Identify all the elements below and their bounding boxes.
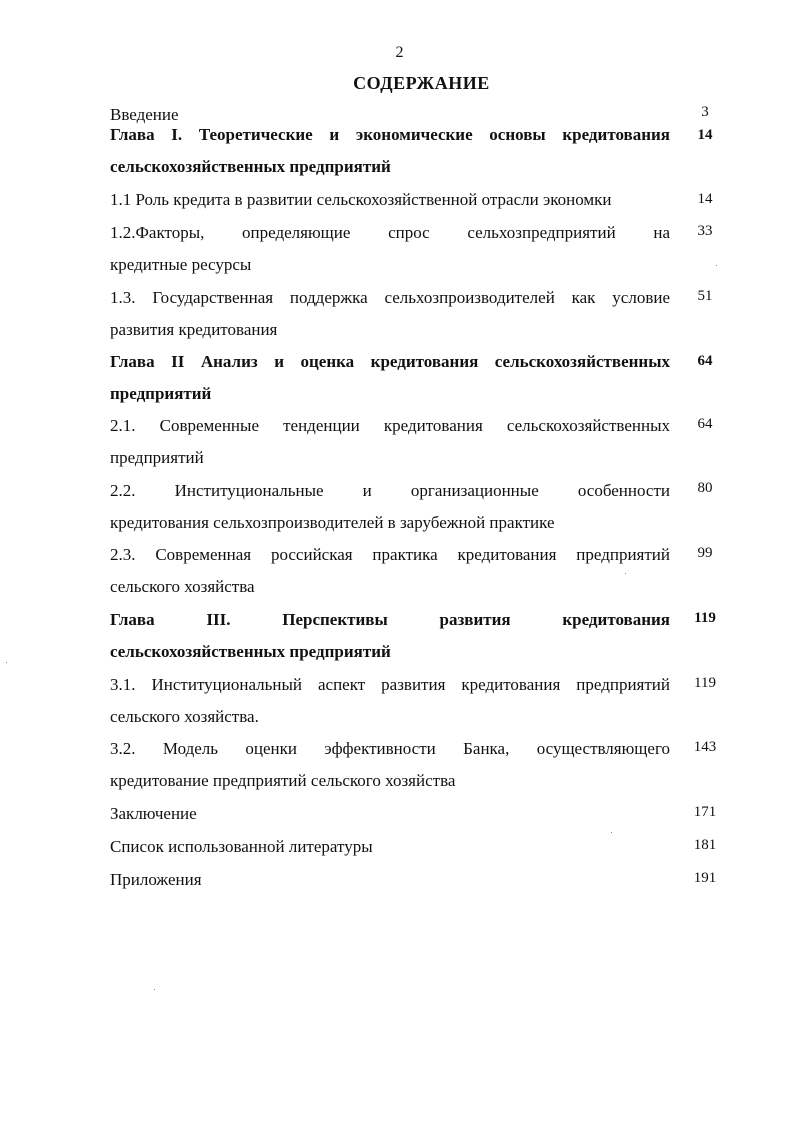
toc-entry-chapter-1[interactable] <box>110 119 670 183</box>
toc-entry-page: 80 <box>697 480 713 496</box>
toc-entry-3-2[interactable] <box>110 733 670 797</box>
scan-speck <box>625 573 626 574</box>
toc-entry-appendices[interactable] <box>110 864 670 896</box>
toc-entry-chapter-3[interactable] <box>110 604 670 668</box>
toc-entry-text: развития кредитования <box>110 320 278 339</box>
toc-entry-text: Глава II Анализ и оценка кредитования сельскохозяйственных <box>110 352 670 371</box>
scan-speck <box>154 989 155 990</box>
toc-entry-page: 3 <box>701 104 709 120</box>
toc-entry-text: кредитные ресурсы <box>110 255 252 274</box>
toc-entry-2-3[interactable] <box>110 539 670 603</box>
toc-entry-page: 14 <box>697 127 713 143</box>
toc-entry-text: 3.2. Модель оценки эффективности Банка, осуществляющего <box>110 739 670 758</box>
toc-entry-1-2[interactable] <box>110 217 670 281</box>
scan-speck <box>611 832 612 833</box>
scan-speck <box>6 662 7 663</box>
toc-entry-page: 143 <box>693 739 717 755</box>
toc-entry-page: 64 <box>697 353 713 369</box>
toc-title: СОДЕРЖАНИЕ <box>353 73 490 93</box>
toc-entry-3-1[interactable] <box>110 669 670 733</box>
scan-speck <box>716 265 717 266</box>
toc-entry-text: Введение <box>110 105 179 124</box>
toc-entry-2-2[interactable] <box>110 475 670 539</box>
toc-entry-chapter-2[interactable] <box>110 346 670 410</box>
toc-entry-2-1[interactable] <box>110 410 670 474</box>
toc-entry-page: 191 <box>693 870 717 886</box>
toc-entry-text: 2.3. Современная российская практика кредитования предприятий <box>110 545 670 564</box>
toc-entry-page: 119 <box>694 675 716 691</box>
toc-entry-text: кредитования сельхозпроизводителей в зарубежной практике <box>110 513 555 532</box>
toc-entry-1-1[interactable] <box>110 184 670 216</box>
toc-entry-text: Глава III. Перспективы развития кредитования <box>110 610 670 629</box>
toc-entry-text: предприятий <box>110 448 204 467</box>
toc-entry-text: сельскохозяйственных предприятий <box>110 157 391 176</box>
toc-entry-text: сельского хозяйства <box>110 577 255 596</box>
toc-entry-text: 2.2. Институциональные и организационные особенности <box>110 481 670 500</box>
toc-entry-text: Список использованной литературы <box>110 837 373 856</box>
toc-entry-page: 181 <box>693 837 717 853</box>
toc-entry-1-3[interactable] <box>110 282 670 346</box>
toc-entry-page: 99 <box>697 545 713 561</box>
page-number: 2 <box>395 44 404 61</box>
toc-entry-text: 2.1. Современные тенденции кредитования сельскохозяйственных <box>110 416 670 435</box>
toc-entry-page: 14 <box>697 191 713 207</box>
toc-entry-page: 33 <box>697 223 713 239</box>
toc-entry-bibliography[interactable] <box>110 831 670 863</box>
toc-entry-text: 1.2.Факторы, определяющие спрос сельхозпредприятий на <box>110 223 670 242</box>
toc-entry-text: 3.1. Институциональный аспект развития кредитования предприятий <box>110 675 670 694</box>
toc-entry-text: Заключение <box>110 804 197 823</box>
toc-entry-page: 119 <box>694 610 716 626</box>
toc-entry-text: 1.1 Роль кредита в развитии сельскохозяйственной отрасли экономки <box>110 190 612 209</box>
toc-entry-text: сельскохозяйственных предприятий <box>110 642 391 661</box>
toc-entry-text: Приложения <box>110 870 202 889</box>
toc-entry-page: 51 <box>697 288 713 304</box>
toc-entry-text: сельского хозяйства. <box>110 707 259 726</box>
toc-entry-text: предприятий <box>110 384 212 403</box>
toc-entry-text: кредитование предприятий сельского хозяйства <box>110 771 456 790</box>
toc-entry-page: 64 <box>697 416 713 432</box>
toc-entry-text: Глава I. Теоретические и экономические основы кредитования <box>110 125 670 144</box>
toc-entry-page: 171 <box>693 804 717 820</box>
toc-entry-text: 1.3. Государственная поддержка сельхозпроизводителей как условие <box>110 288 670 307</box>
toc-entry-conclusion[interactable] <box>110 798 670 830</box>
